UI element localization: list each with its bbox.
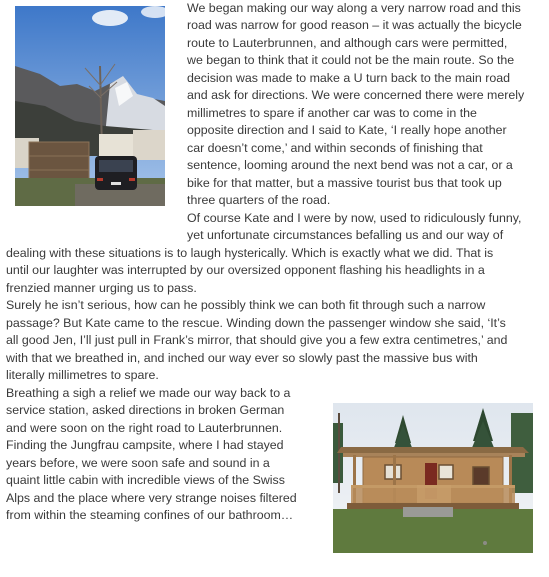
wooden-cabin-photo	[333, 403, 533, 553]
paragraph-line: yet unfortunate circumstances befalling us and our way of	[187, 228, 504, 242]
paragraph-line: from within the steaming confines of our bathroom…	[6, 508, 294, 522]
paragraph-line: service station, asked directions in broken German	[6, 403, 285, 417]
paragraph-line: and ask for directions. We were concerned there were merely	[187, 88, 525, 102]
paragraph-line: road was narrow for good reason – it was actually the bicycle	[187, 18, 522, 32]
paragraph-line: millimetres to spare if another car was to come in the	[187, 106, 477, 120]
paragraph-line: with that we breathed in, and inched our way ever so slowly past the massive bus with	[6, 351, 478, 365]
paragraph-line: Of course Kate and I were by now, used to ridiculously funny,	[187, 211, 522, 225]
paragraph-line: Finding the Jungfrau campsite, where I had stayed	[6, 438, 284, 452]
paragraph-line: Alps and the place where very strange noises filtered	[6, 491, 297, 505]
paragraph-line: opposite direction and I said to Kate, ‘I really hope another	[187, 123, 507, 137]
campsite-mountain-photo	[15, 6, 165, 206]
paragraph-line: frenzied manner urging us to pass.	[6, 281, 197, 295]
paragraph-line: We began making our way along a very narrow road and this	[187, 1, 521, 15]
paragraph-line: decision was made to make a U turn back to the main road	[187, 71, 511, 85]
paragraph-line: sentence, looming around the next bend was not a car, or a	[187, 158, 513, 172]
paragraph-line: dealing with these situations is to laugh hysterically. Which is exactly what we did. That is	[6, 246, 494, 260]
paragraph-line: quaint little cabin with incredible views of the Swiss	[6, 473, 285, 487]
paragraph-line: until our laughter was interrupted by our oversized opponent flashing his headlights in a	[6, 263, 485, 277]
paragraph-line: passage? But Kate came to the rescue. Winding down the passenger window she said, ‘It’s	[6, 316, 506, 330]
paragraph-line: all good Jen, I’ll just pull in Frank’s mirror, that should give you a few extra centimetres,’ and	[6, 333, 508, 347]
paragraph-line: route to Lauterbrunnen, and although cars were permitted,	[187, 36, 508, 50]
paragraph-line: Surely he isn’t serious, how can he possibly think we can both fit through such a narrow	[6, 298, 486, 312]
paragraph-line: bike for that matter, but a massive tourist bus that took up	[187, 176, 502, 190]
paragraph-line: Breathing a sigh a relief we made our way back to a	[6, 386, 291, 400]
paragraph-line: years before, we were soon safe and sound in a	[6, 456, 270, 470]
paragraph-line: we began to think that it could not be the main route. So the	[187, 53, 515, 67]
paragraph-line: literally millimetres to spare.	[6, 368, 159, 382]
paragraph-line: and were soon on the right road to Lauterbrunnen.	[6, 421, 283, 435]
paragraph-line: car doesn’t come,’ and within seconds of finishing that	[187, 141, 483, 155]
paragraph-line: three quarters of the road.	[187, 193, 331, 207]
